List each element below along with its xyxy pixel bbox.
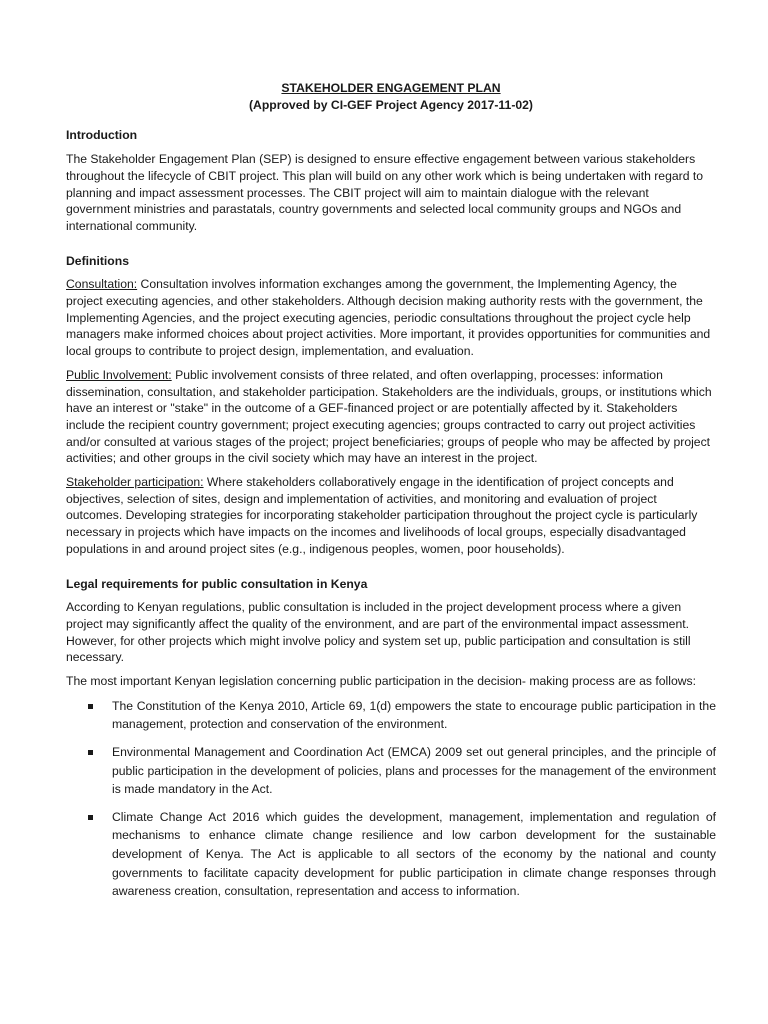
definition-consultation (66, 276, 716, 360)
definition-term: Consultation: (66, 277, 138, 292)
legislation-list (66, 697, 716, 901)
definition-text: Public involvement consists of three related, and often overlapping, processes: information dissemination, consultation, and stakeholder participation. Stakeholders are the individuals, groups, or institutions which have an interest or "stake" in the outcome of a GEF-financed project or are potentially affected by it. Stakeholders include the recipient country government; project executing agencies; groups contracted to carry out project activities and/or consulted at various stages of the project; project beneficiaries; groups of people who may be affected by project activities; and other groups in the civil society which may have an interest in the project. (66, 367, 712, 466)
square-bullet-icon (88, 704, 93, 709)
square-bullet-icon (88, 750, 93, 755)
legal-heading: Legal requirements for public consultation in Kenya (66, 576, 368, 591)
definition-text: Consultation involves information exchanges among the government, the Implementing Agency, the project executing agencies, and other stakeholders. Although decision making authority rests with the government, the Implementing Agencies, and the project executing agencies, periodic consultations throughout the project cycle help managers make informed choices about project activities. More important, it provides opportunities for communities and local groups to contribute to project design, implementation, and evaluation. (66, 277, 711, 359)
definition-term: Stakeholder participation: (66, 475, 204, 490)
definition-stakeholder-participation (66, 474, 716, 558)
document-subtitle: (Approved by CI-GEF Project Agency 2017-11-02) (248, 97, 533, 112)
list-item-text: Climate Change Act 2016 which guides the development, management, implementation and regulation of mechanisms to enhance climate change resilience and low carbon development for the sustainable development of Kenya. The Act is applicable to all sectors of the economy by the national and county governments to facilitate capacity development for public participation in climate change responses through awareness creation, consultation, representation and access to information. (112, 809, 716, 899)
definitions-section (66, 253, 716, 558)
list-item-text: Environmental Management and Coordination Act (EMCA) 2009 set out general principles, and the principle of public participation in the development of policies, plans and processes for the management of the environment is made mandatory in the Act. (112, 744, 716, 797)
legal-paragraph-2: The most important Kenyan legislation concerning public participation in the decision- making process are as follows: (66, 674, 697, 689)
list-item (112, 743, 716, 799)
introduction-paragraph: The Stakeholder Engagement Plan (SEP) is designed to ensure effective engagement between various stakeholders throughout the lifecycle of CBIT project. This plan will build on any other work which is being undertaken with regard to planning and impact assessment processes. The CBIT project will aim to maintain dialogue with the relevant government ministries and parastatals, country governments and selected local community groups and NGOs and international community. (66, 152, 704, 233)
title-block (66, 80, 716, 113)
legal-section (66, 576, 716, 901)
definitions-heading: Definitions (66, 253, 129, 268)
introduction-heading: Introduction (66, 128, 138, 143)
list-item-text: The Constitution of the Kenya 2010, Article 69, 1(d) empowers the state to encourage public participation in the management, protection and conservation of the environment. (112, 698, 716, 732)
definition-public-involvement (66, 367, 716, 467)
list-item (112, 697, 716, 734)
definition-text: Where stakeholders collaboratively engage in the identification of project concepts and objectives, selection of sites, design and implementation of activities, and monitoring and evaluation of project outcomes. Developing strategies for incorporating stakeholder participation throughout the project cycle is particularly necessary in projects which have impacts on the incomes and livelihoods of local groups, especially disadvantaged populations in and around project sites (e.g., indigenous peoples, women, poor households). (66, 475, 698, 556)
square-bullet-icon (88, 815, 93, 820)
introduction-section (66, 127, 716, 234)
definition-term: Public Involvement: (66, 367, 172, 382)
legal-paragraph-1: According to Kenyan regulations, public consultation is included in the project development process where a given project may significantly affect the quality of the environment, and are part of the environmental impact assessment. However, for other projects which might involve policy and system set up, public participation and consultation is still necessary. (66, 600, 691, 665)
document-title: STAKEHOLDER ENGAGEMENT PLAN (281, 81, 501, 95)
list-item (112, 808, 716, 901)
